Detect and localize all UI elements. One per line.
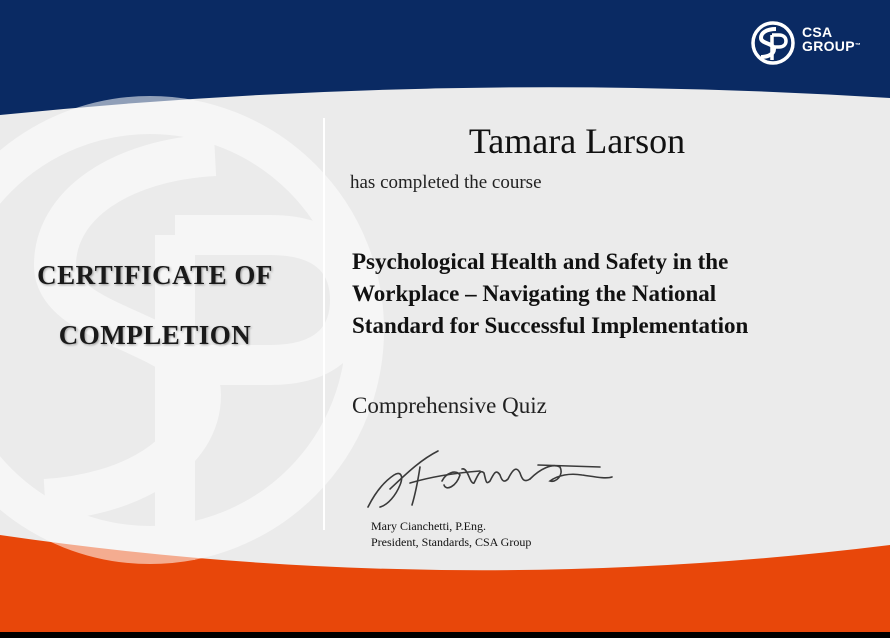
certificate-title-line-1: CERTIFICATE OF	[37, 260, 273, 290]
signer-block	[371, 518, 531, 550]
recipient-name: Tamara Larson	[468, 121, 686, 161]
signer-title: President, Standards, CSA Group	[371, 535, 532, 549]
certificate-title-line-2: COMPLETION	[58, 320, 252, 350]
logo-wordmark	[802, 25, 861, 53]
course-title-line-2: Workplace – Navigating the National	[352, 281, 717, 306]
vertical-divider	[323, 118, 325, 530]
course-title-line-3: Standard for Successful Implementation	[352, 313, 749, 338]
logo-line-csa: CSA	[802, 24, 833, 40]
assessment-name: Comprehensive Quiz	[352, 393, 547, 418]
signer-name: Mary Cianchetti, P.Eng.	[371, 519, 486, 533]
csa-group-logo	[750, 18, 880, 68]
course-title	[352, 246, 822, 342]
csa-sp-logo-icon	[750, 20, 796, 66]
signature-image	[360, 445, 620, 515]
course-title-line-1: Psychological Health and Safety in the	[352, 249, 729, 274]
logo-line-group	[802, 39, 861, 53]
logo-group-text: GROUP	[802, 38, 855, 54]
completed-text: has completed the course	[350, 172, 542, 193]
certificate-title	[0, 245, 310, 365]
trademark-mark: ™	[854, 43, 862, 49]
